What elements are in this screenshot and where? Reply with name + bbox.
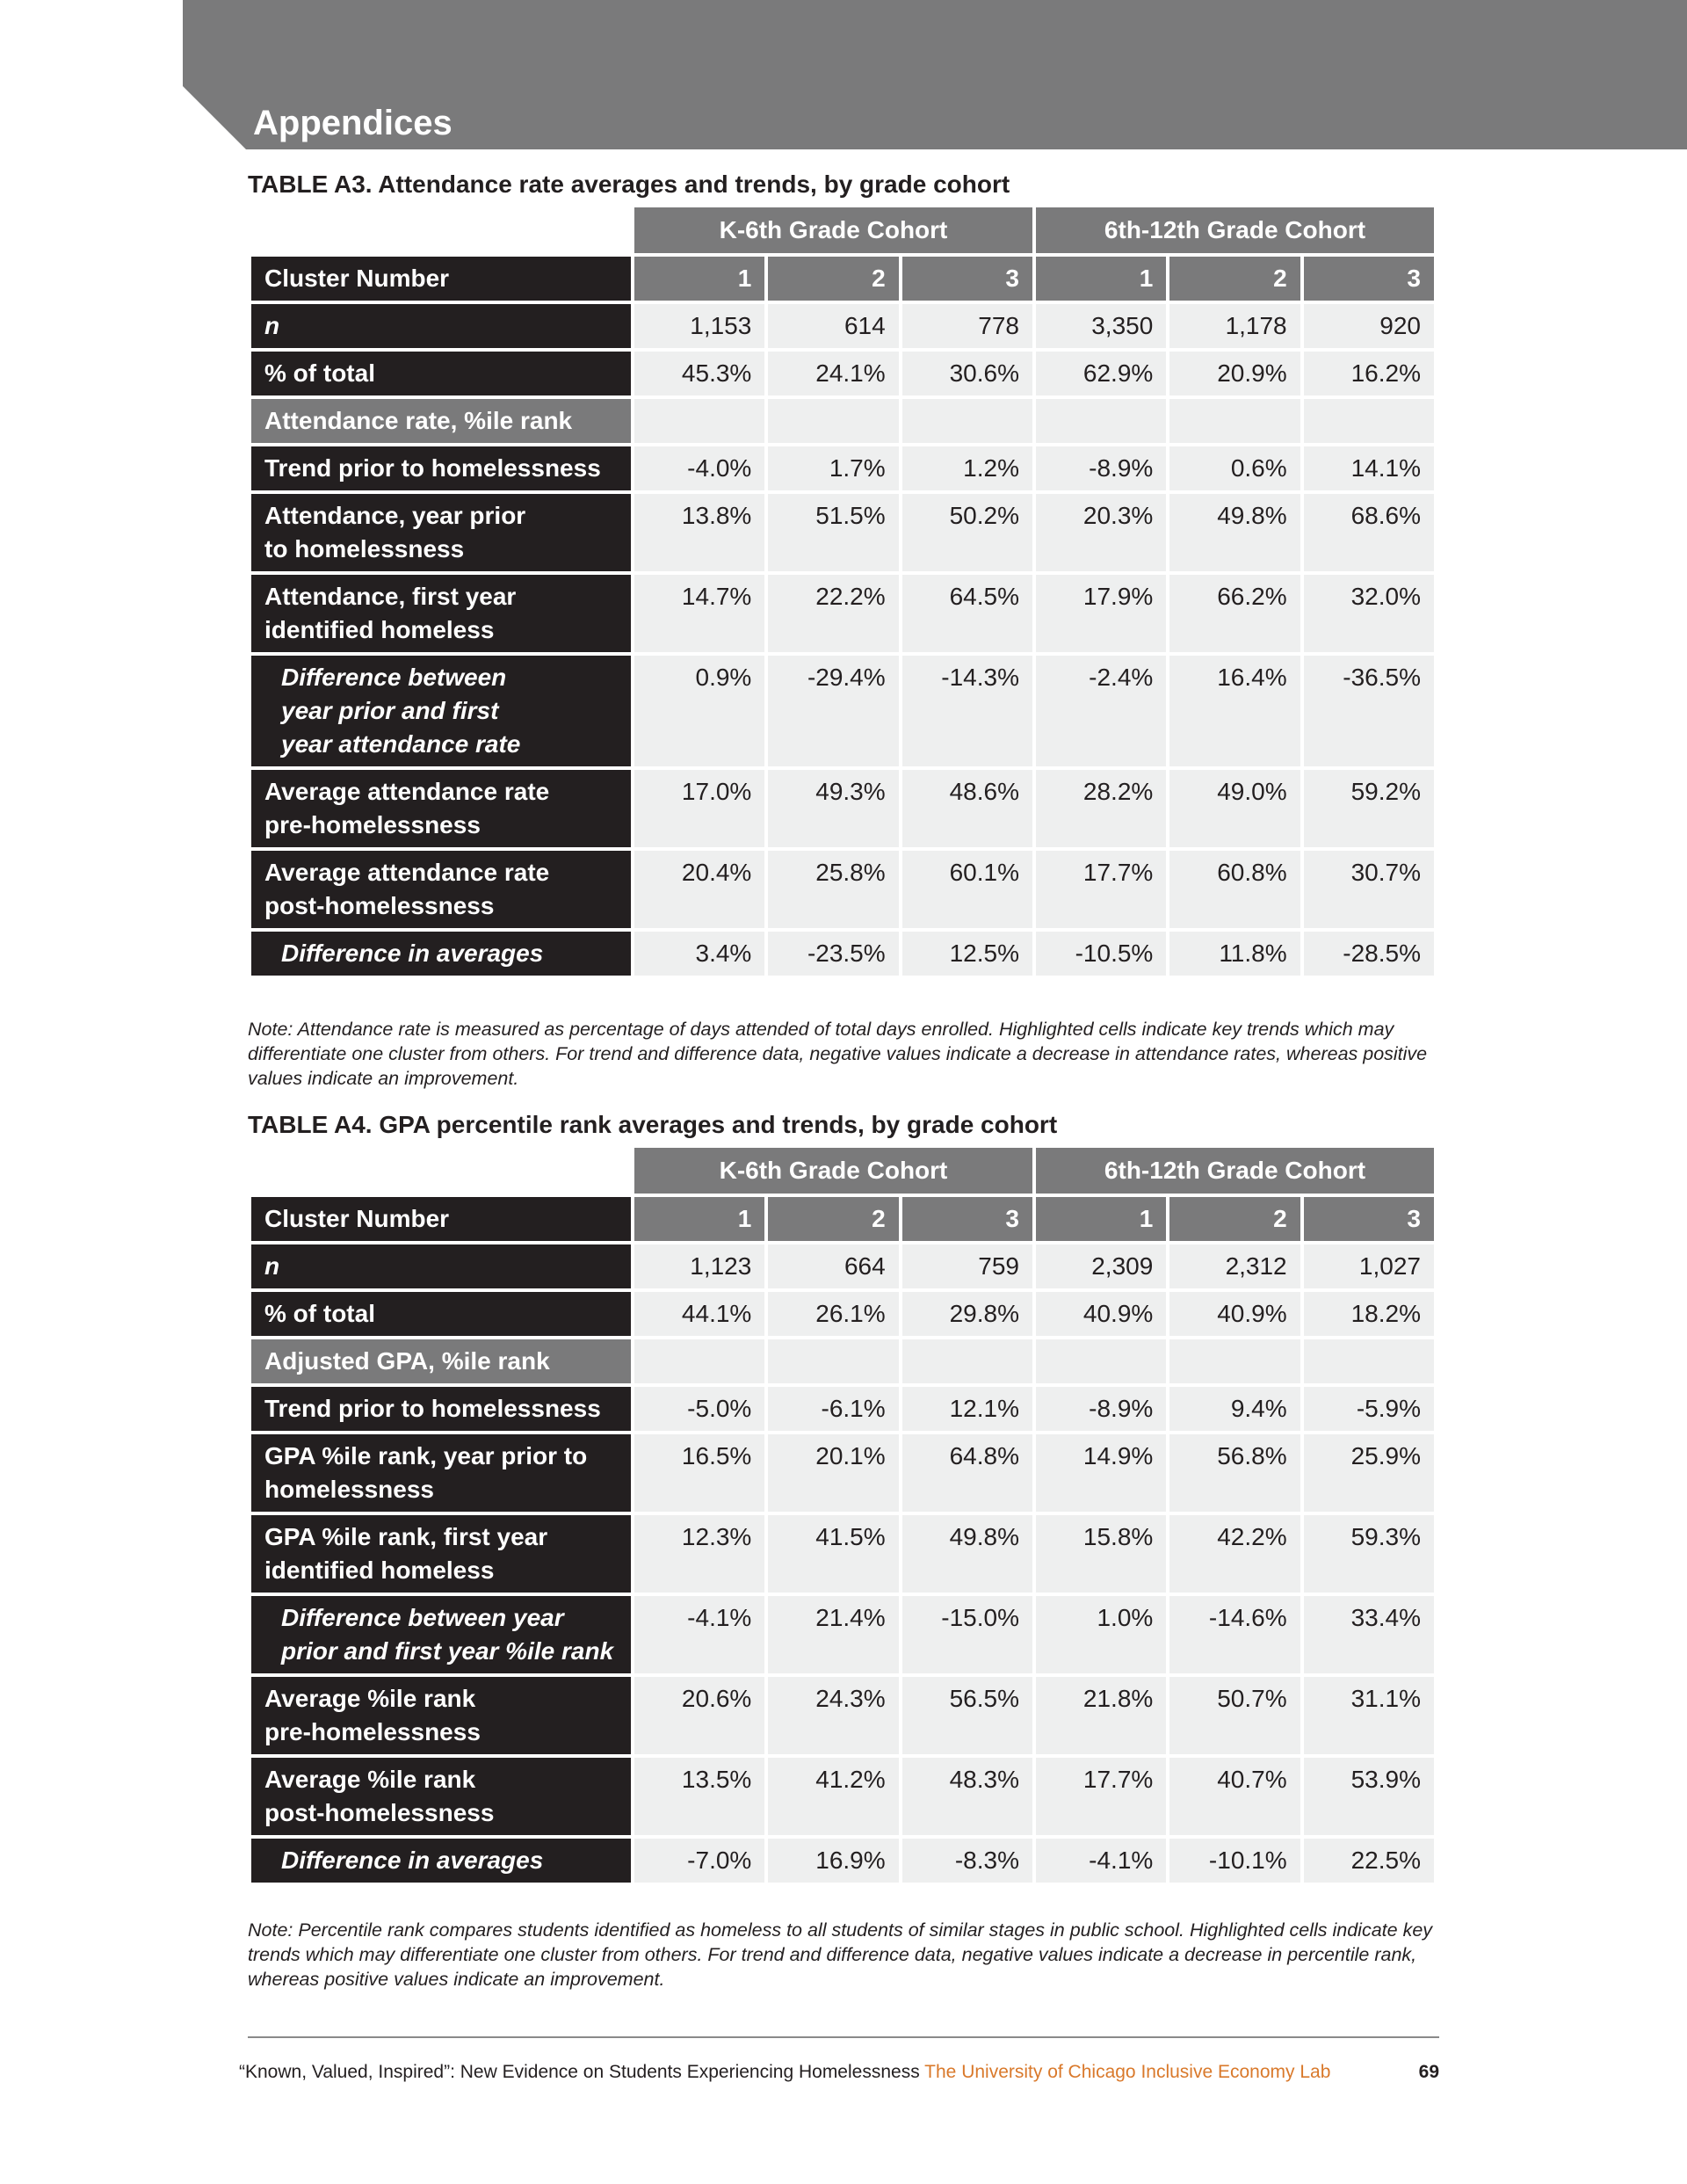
table-a3-title: TABLE A3. Attendance rate averages and trends, by grade cohort [248, 171, 1010, 198]
table-cell: 2,312 [1169, 1244, 1300, 1288]
row-label: Attendance rate, %ile rank [251, 399, 631, 443]
table-cell: 14.1% [1304, 446, 1434, 490]
table-cell: 1.2% [902, 446, 1032, 490]
cluster-number: 2 [1169, 257, 1300, 301]
table-cell: 2,309 [1036, 1244, 1166, 1288]
cluster-number-label: Cluster Number [251, 257, 631, 301]
blank-header-cell [251, 1148, 631, 1194]
row-label: n [251, 1244, 631, 1288]
table-cell: 920 [1304, 304, 1434, 348]
table-a4 [248, 1144, 1437, 1886]
table-cell: 16.4% [1169, 656, 1300, 766]
table-cell: 51.5% [768, 494, 898, 571]
table-cell: 16.5% [634, 1434, 764, 1512]
cluster-number: 1 [634, 1197, 764, 1241]
table-cell: 17.0% [634, 770, 764, 847]
table-cell: 20.3% [1036, 494, 1166, 571]
table-cell: 59.2% [1304, 770, 1434, 847]
cluster-number: 1 [634, 257, 764, 301]
table-cell: -10.5% [1036, 932, 1166, 976]
table-cell [1304, 399, 1434, 443]
cluster-number: 2 [768, 257, 898, 301]
row-label: Attendance, year prior to homelessness [251, 494, 631, 571]
table-row [251, 494, 1434, 571]
table-cell: 22.5% [1304, 1839, 1434, 1883]
cohort-header: 6th-12th Grade Cohort [1036, 207, 1434, 253]
table-cell: -36.5% [1304, 656, 1434, 766]
footer-report-title: “Known, Valued, Inspired”: New Evidence on Students Experiencing Homelessness [239, 2062, 920, 2082]
footer-org: The University of Chicago Inclusive Economy Lab [924, 2062, 1331, 2082]
table-cell: 13.5% [634, 1758, 764, 1835]
cohort-header: K-6th Grade Cohort [634, 207, 1032, 253]
table-cell: 56.8% [1169, 1434, 1300, 1512]
table-row [251, 1758, 1434, 1835]
blank-header-cell [251, 207, 631, 253]
table-cell: 778 [902, 304, 1032, 348]
table-cell: 56.5% [902, 1677, 1032, 1754]
table-cell: -28.5% [1304, 932, 1434, 976]
table-row [251, 304, 1434, 348]
table-cell: 1,027 [1304, 1244, 1434, 1288]
table-row [251, 1677, 1434, 1754]
table-cell: -29.4% [768, 656, 898, 766]
cluster-number: 3 [902, 1197, 1032, 1241]
table-cell: 15.8% [1036, 1515, 1166, 1593]
table-row [251, 575, 1434, 652]
table-cell [902, 399, 1032, 443]
table-cell: 68.6% [1304, 494, 1434, 571]
table-row [251, 352, 1434, 395]
cluster-number-row [251, 1197, 1434, 1241]
table-row [251, 1839, 1434, 1883]
table-row [251, 932, 1434, 976]
table-cell: -14.6% [1169, 1596, 1300, 1673]
table-cell: 49.3% [768, 770, 898, 847]
table-cell: 40.9% [1036, 1292, 1166, 1336]
footer [239, 2057, 1439, 2088]
table-cell: 1,153 [634, 304, 764, 348]
table-cell: 14.9% [1036, 1434, 1166, 1512]
row-label: n [251, 304, 631, 348]
table-cell: 20.6% [634, 1677, 764, 1754]
table-cell: 30.7% [1304, 851, 1434, 928]
table-cell: 59.3% [1304, 1515, 1434, 1593]
table-cell: 12.5% [902, 932, 1032, 976]
table-row [251, 1387, 1434, 1431]
cluster-number-label: Cluster Number [251, 1197, 631, 1241]
cohort-header-row [251, 1148, 1434, 1194]
row-label: Adjusted GPA, %ile rank [251, 1339, 631, 1383]
table-row [251, 770, 1434, 847]
table-cell: 21.4% [768, 1596, 898, 1673]
table-cell: 64.5% [902, 575, 1032, 652]
table-cell: 3.4% [634, 932, 764, 976]
table-row [251, 851, 1434, 928]
cluster-number: 1 [1036, 1197, 1166, 1241]
table-cell: 9.4% [1169, 1387, 1300, 1431]
cohort-header-row [251, 207, 1434, 253]
table-cell: -4.1% [634, 1596, 764, 1673]
table-cell: 12.1% [902, 1387, 1032, 1431]
table-cell: 64.8% [902, 1434, 1032, 1512]
table-cell: 12.3% [634, 1515, 764, 1593]
table-cell: 14.7% [634, 575, 764, 652]
row-label: % of total [251, 1292, 631, 1336]
table-cell: 20.4% [634, 851, 764, 928]
row-label: Trend prior to homelessness [251, 446, 631, 490]
table-cell: 40.7% [1169, 1758, 1300, 1835]
row-label: Average attendance rate post-homelessness [251, 851, 631, 928]
row-label: Difference in averages [251, 932, 631, 976]
table-cell: 42.2% [1169, 1515, 1300, 1593]
table-cell: 41.2% [768, 1758, 898, 1835]
table-row [251, 1292, 1434, 1336]
table-cell: 1,178 [1169, 304, 1300, 348]
table-cell: 40.9% [1169, 1292, 1300, 1336]
table-cell: 759 [902, 1244, 1032, 1288]
table-cell: 25.8% [768, 851, 898, 928]
table-cell [1169, 399, 1300, 443]
table-cell: 25.9% [1304, 1434, 1434, 1512]
table-cell: 44.1% [634, 1292, 764, 1336]
cohort-header: 6th-12th Grade Cohort [1036, 1148, 1434, 1194]
table-cell: 33.4% [1304, 1596, 1434, 1673]
row-label: Average attendance rate pre-homelessness [251, 770, 631, 847]
table-cell: -8.9% [1036, 1387, 1166, 1431]
table-cell [1036, 1339, 1166, 1383]
table-cell [1304, 1339, 1434, 1383]
table-cell: 20.1% [768, 1434, 898, 1512]
table-cell: 1.0% [1036, 1596, 1166, 1673]
cluster-number: 3 [1304, 1197, 1434, 1241]
table-cell: 17.7% [1036, 1758, 1166, 1835]
table-cell: 48.3% [902, 1758, 1032, 1835]
row-label: Trend prior to homelessness [251, 1387, 631, 1431]
table-cell: 614 [768, 304, 898, 348]
row-label: GPA %ile rank, year prior to homelessness [251, 1434, 631, 1512]
table-cell: 41.5% [768, 1515, 898, 1593]
table-cell: 17.7% [1036, 851, 1166, 928]
cluster-number: 2 [1169, 1197, 1300, 1241]
page-number: 69 [1418, 2062, 1439, 2082]
table-a3 [248, 204, 1437, 979]
table-cell: -4.1% [1036, 1839, 1166, 1883]
row-label: Difference between year prior and first year %ile rank [251, 1596, 631, 1673]
table-cell: -6.1% [768, 1387, 898, 1431]
cohort-header: K-6th Grade Cohort [634, 1148, 1032, 1194]
table-cell [634, 1339, 764, 1383]
table-cell: 20.9% [1169, 352, 1300, 395]
table-cell: 49.0% [1169, 770, 1300, 847]
table-row [251, 1339, 1434, 1383]
table-cell: 31.1% [1304, 1677, 1434, 1754]
table-cell: 0.9% [634, 656, 764, 766]
table-cell [1169, 1339, 1300, 1383]
table-cell: 29.8% [902, 1292, 1032, 1336]
table-cell: 17.9% [1036, 575, 1166, 652]
table-cell: 11.8% [1169, 932, 1300, 976]
table-cell: -8.9% [1036, 446, 1166, 490]
table-row [251, 656, 1434, 766]
table-a3-note: Note: Attendance rate is measured as percentage of days attended of total days enrolled. Highlighted cells indicate key trends which may differentiate one cluster from others. For trend and difference data, negative values indicate a decrease in attendance rates, whereas positive values indicate an improvement. [248, 1019, 1428, 1089]
table-cell: 26.1% [768, 1292, 898, 1336]
table-cell [634, 399, 764, 443]
table-cell: 30.6% [902, 352, 1032, 395]
row-label: % of total [251, 352, 631, 395]
table-cell: 60.8% [1169, 851, 1300, 928]
table-cell: -4.0% [634, 446, 764, 490]
table-cell: 664 [768, 1244, 898, 1288]
table-row [251, 446, 1434, 490]
table-cell [1036, 399, 1166, 443]
footer-divider [248, 2036, 1439, 2038]
table-cell: 49.8% [1169, 494, 1300, 571]
table-cell: 49.8% [902, 1515, 1032, 1593]
table-cell: 16.9% [768, 1839, 898, 1883]
cluster-number: 2 [768, 1197, 898, 1241]
table-cell: 3,350 [1036, 304, 1166, 348]
cluster-number: 3 [1304, 257, 1434, 301]
table-cell: 62.9% [1036, 352, 1166, 395]
table-row [251, 399, 1434, 443]
table-cell: -14.3% [902, 656, 1032, 766]
table-cell [768, 399, 898, 443]
table-cell: 21.8% [1036, 1677, 1166, 1754]
table-cell: -7.0% [634, 1839, 764, 1883]
row-label: GPA %ile rank, first year identified homeless [251, 1515, 631, 1593]
table-cell: -23.5% [768, 932, 898, 976]
row-label: Average %ile rank pre-homelessness [251, 1677, 631, 1754]
cluster-number: 3 [902, 257, 1032, 301]
table-cell: 45.3% [634, 352, 764, 395]
table-cell: 66.2% [1169, 575, 1300, 652]
table-row [251, 1596, 1434, 1673]
table-row [251, 1244, 1434, 1288]
table-cell: 24.3% [768, 1677, 898, 1754]
cluster-number-row [251, 257, 1434, 301]
cluster-number: 1 [1036, 257, 1166, 301]
table-cell: 53.9% [1304, 1758, 1434, 1835]
table-cell: 0.6% [1169, 446, 1300, 490]
table-cell: 28.2% [1036, 770, 1166, 847]
row-label: Average %ile rank post-homelessness [251, 1758, 631, 1835]
table-cell [768, 1339, 898, 1383]
table-cell [902, 1339, 1032, 1383]
row-label: Difference in averages [251, 1839, 631, 1883]
table-a4-title: TABLE A4. GPA percentile rank averages and trends, by grade cohort [248, 1111, 1058, 1138]
table-cell: 13.8% [634, 494, 764, 571]
table-cell: -2.4% [1036, 656, 1166, 766]
table-cell: 18.2% [1304, 1292, 1434, 1336]
table-row [251, 1515, 1434, 1593]
table-cell: -5.9% [1304, 1387, 1434, 1431]
table-cell: 60.1% [902, 851, 1032, 928]
table-cell: 48.6% [902, 770, 1032, 847]
table-cell: 32.0% [1304, 575, 1434, 652]
table-cell: 50.7% [1169, 1677, 1300, 1754]
row-label: Attendance, first year identified homeless [251, 575, 631, 652]
table-a4-note: Note: Percentile rank compares students identified as homeless to all students of similar stages in public school. Highlighted cells indicate key trends which may differentiate one cluster from others. For trend and difference data, negative values indicate a decrease in percentile rank, whereas positive values indicate an improvement. [248, 1919, 1433, 1990]
table-cell: 50.2% [902, 494, 1032, 571]
table-row [251, 1434, 1434, 1512]
table-cell: 1.7% [768, 446, 898, 490]
table-cell: -8.3% [902, 1839, 1032, 1883]
row-label: Difference between year prior and first year attendance rate [251, 656, 631, 766]
section-title: Appendices [253, 104, 453, 142]
table-cell: 1,123 [634, 1244, 764, 1288]
table-cell: 24.1% [768, 352, 898, 395]
table-cell: -15.0% [902, 1596, 1032, 1673]
table-cell: -10.1% [1169, 1839, 1300, 1883]
table-cell: 16.2% [1304, 352, 1434, 395]
table-cell: 22.2% [768, 575, 898, 652]
table-cell: -5.0% [634, 1387, 764, 1431]
